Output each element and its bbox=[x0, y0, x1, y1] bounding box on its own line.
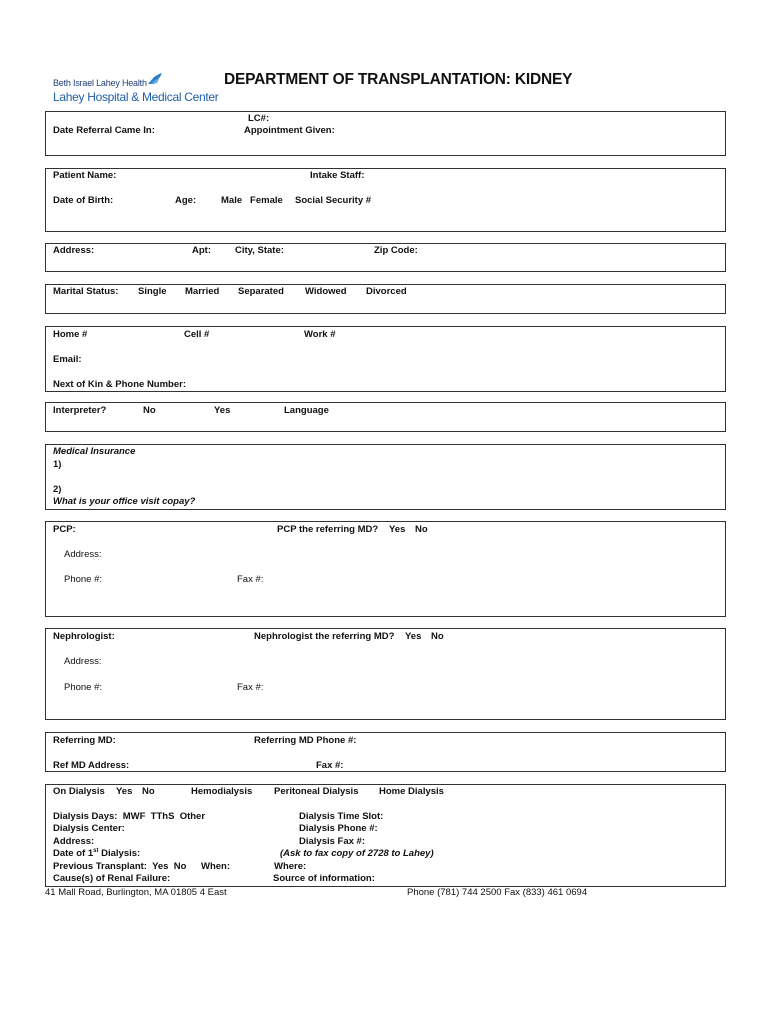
intake-staff-label: Intake Staff: bbox=[310, 170, 365, 181]
copay-question: What is your office visit copay? bbox=[53, 496, 196, 507]
interpreter-label: Interpreter? bbox=[53, 405, 107, 416]
nephrologist-referring-yes: Yes bbox=[405, 631, 422, 642]
pcp-fax-label: Fax #: bbox=[237, 574, 264, 585]
logo-hospital-name: Lahey Hospital & Medical Center bbox=[53, 90, 219, 104]
logo-parent-name: Beth Israel Lahey Health bbox=[53, 78, 147, 88]
dob-label: Date of Birth: bbox=[53, 195, 114, 206]
first-dialysis-date-label: Date of 1st Dialysis: bbox=[53, 848, 141, 860]
ssn-label: Social Security # bbox=[295, 195, 372, 206]
marital-option-widowed: Widowed bbox=[305, 286, 347, 297]
age-label: Age: bbox=[175, 195, 197, 206]
referring-md-phone-label: Referring MD Phone #: bbox=[254, 735, 357, 746]
city-state-label: City, State: bbox=[235, 245, 284, 256]
marital-option-single: Single bbox=[138, 286, 167, 297]
pcp-label: PCP: bbox=[53, 524, 76, 535]
nephrologist-phone-label: Phone #: bbox=[64, 682, 103, 693]
nephrologist-address-label: Address: bbox=[64, 656, 102, 667]
page-title: DEPARTMENT OF TRANSPLANTATION: KIDNEY bbox=[224, 71, 573, 88]
insurance-2-label: 2) bbox=[53, 484, 62, 495]
nephrologist-label: Nephrologist: bbox=[53, 631, 115, 642]
home-dialysis-option: Home Dialysis bbox=[379, 786, 444, 797]
marital-option-separated: Separated bbox=[238, 286, 284, 297]
dialysis-fax-label: Dialysis Fax #: bbox=[299, 836, 366, 847]
dialysis-phone-label: Dialysis Phone #: bbox=[299, 823, 378, 834]
footer-phone-fax: Phone (781) 744 2500 Fax (833) 461 0694 bbox=[407, 887, 588, 898]
ref-md-fax-label: Fax #: bbox=[316, 760, 344, 771]
insurance-1-label: 1) bbox=[53, 459, 62, 470]
hemodialysis-option: Hemodialysis bbox=[191, 786, 253, 797]
marital-option-divorced: Divorced bbox=[366, 286, 407, 297]
where-label: Where: bbox=[274, 861, 307, 872]
interpreter-no: No bbox=[143, 405, 156, 416]
pcp-section bbox=[45, 521, 726, 617]
fax-2728-note: (Ask to fax copy of 2728 to Lahey) bbox=[280, 848, 434, 859]
footer-address: 41 Mall Road, Burlington, MA 01805 4 East bbox=[45, 887, 227, 898]
next-of-kin-label: Next of Kin & Phone Number: bbox=[53, 379, 187, 390]
nephrologist-fax-label: Fax #: bbox=[237, 682, 264, 693]
on-dialysis-label: On Dialysis bbox=[53, 786, 105, 797]
dialysis-time-slot-label: Dialysis Time Slot: bbox=[299, 811, 384, 822]
logo-bird-icon bbox=[146, 71, 164, 89]
nephrologist-referring-no: No bbox=[431, 631, 444, 642]
home-phone-label: Home # bbox=[53, 329, 88, 340]
renal-failure-causes-label: Cause(s) of Renal Failure: bbox=[53, 873, 171, 884]
pcp-referring-no: No bbox=[415, 524, 428, 535]
marital-status-label: Marital Status: bbox=[53, 286, 119, 297]
cell-phone-label: Cell # bbox=[184, 329, 210, 340]
email-label: Email: bbox=[53, 354, 82, 365]
apt-label: Apt: bbox=[192, 245, 211, 256]
on-dialysis-no: No bbox=[142, 786, 155, 797]
previous-transplant-label: Previous Transplant: Yes No bbox=[53, 861, 187, 872]
on-dialysis-yes: Yes bbox=[116, 786, 133, 797]
peritoneal-dialysis-option: Peritoneal Dialysis bbox=[274, 786, 359, 797]
ref-md-address-label: Ref MD Address: bbox=[53, 760, 130, 771]
pcp-address-label: Address: bbox=[64, 549, 102, 560]
pcp-phone-label: Phone #: bbox=[64, 574, 103, 585]
dialysis-days-label: Dialysis Days: MWF TThS Other bbox=[53, 811, 206, 822]
dialysis-center-label: Dialysis Center: bbox=[53, 823, 125, 834]
date-referral-label: Date Referral Came In: bbox=[53, 125, 155, 136]
insurance-heading: Medical Insurance bbox=[53, 446, 136, 457]
address-label: Address: bbox=[53, 245, 95, 256]
appointment-label: Appointment Given: bbox=[244, 125, 335, 136]
patient-name-label: Patient Name: bbox=[53, 170, 117, 181]
patient-section bbox=[45, 168, 726, 232]
interpreter-yes: Yes bbox=[214, 405, 231, 416]
referring-md-label: Referring MD: bbox=[53, 735, 116, 746]
marital-option-married: Married bbox=[185, 286, 220, 297]
nephrologist-referring-question: Nephrologist the referring MD? bbox=[254, 631, 395, 642]
work-phone-label: Work # bbox=[304, 329, 336, 340]
sex-options: Male Female bbox=[221, 195, 283, 206]
referring-md-section bbox=[45, 732, 726, 772]
source-info-label: Source of information: bbox=[273, 873, 375, 884]
pcp-referring-question: PCP the referring MD? bbox=[277, 524, 379, 535]
lc-label: LC#: bbox=[248, 113, 270, 124]
transplant-when-label: When: bbox=[201, 861, 231, 872]
language-label: Language bbox=[284, 405, 329, 416]
dialysis-address-label: Address: bbox=[53, 836, 95, 847]
pcp-referring-yes: Yes bbox=[389, 524, 406, 535]
zip-label: Zip Code: bbox=[374, 245, 418, 256]
